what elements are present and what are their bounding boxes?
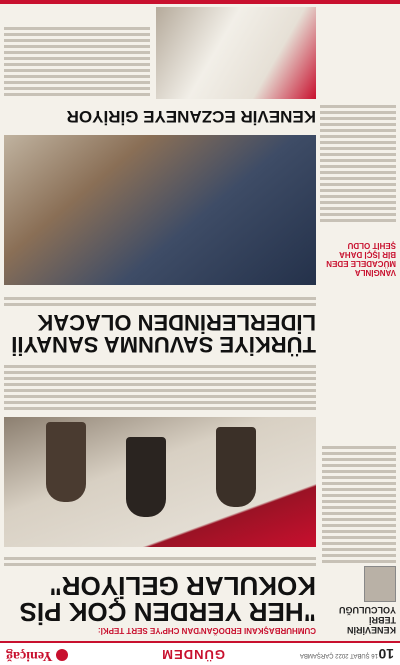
logo-text: Yeniçağ bbox=[6, 648, 53, 663]
story4-body bbox=[4, 7, 150, 99]
story4-photo bbox=[156, 7, 316, 99]
left-column-title: KENEVİRİN TEBRİ YOLCULUĞU bbox=[339, 605, 396, 635]
story4-headline: KENEVİR ECZANEYE GİRİYOR bbox=[66, 107, 316, 126]
newspaper-logo bbox=[6, 647, 68, 663]
masthead bbox=[0, 641, 400, 665]
columnist-photo bbox=[364, 566, 396, 602]
story2-deck bbox=[4, 294, 316, 309]
footer-bar bbox=[0, 0, 400, 4]
story2-photo bbox=[4, 135, 316, 285]
issue-date: 16 ŞUBAT 2022 ÇARŞAMBA bbox=[299, 652, 378, 658]
story1-headline: "HER YERDEN ÇOK PİS KOKULAR GELİYOR" bbox=[19, 571, 316, 627]
logo-mark-icon bbox=[56, 649, 68, 661]
page-number: 10 bbox=[378, 646, 394, 662]
section-title: GÜNDEM bbox=[161, 647, 225, 662]
story1-body bbox=[4, 359, 316, 413]
story1-deck bbox=[4, 554, 316, 569]
story3-headline: VANGİNLA MÜCADELE EDEN BİR İŞÇİ DAHA ŞEHİT OLDU bbox=[326, 241, 396, 277]
story1-photo bbox=[4, 417, 316, 547]
story1-kicker: CUMHURBAŞKANI ERDOĞAN'DAN CHP'YE SERT TEPKİ: bbox=[97, 626, 316, 635]
story3-body bbox=[320, 10, 396, 225]
left-column bbox=[322, 437, 396, 637]
story2-headline: TÜRKİYE SAVUNMA SANAYİİ LİDERLERİNDEN OLACAK bbox=[11, 310, 316, 357]
